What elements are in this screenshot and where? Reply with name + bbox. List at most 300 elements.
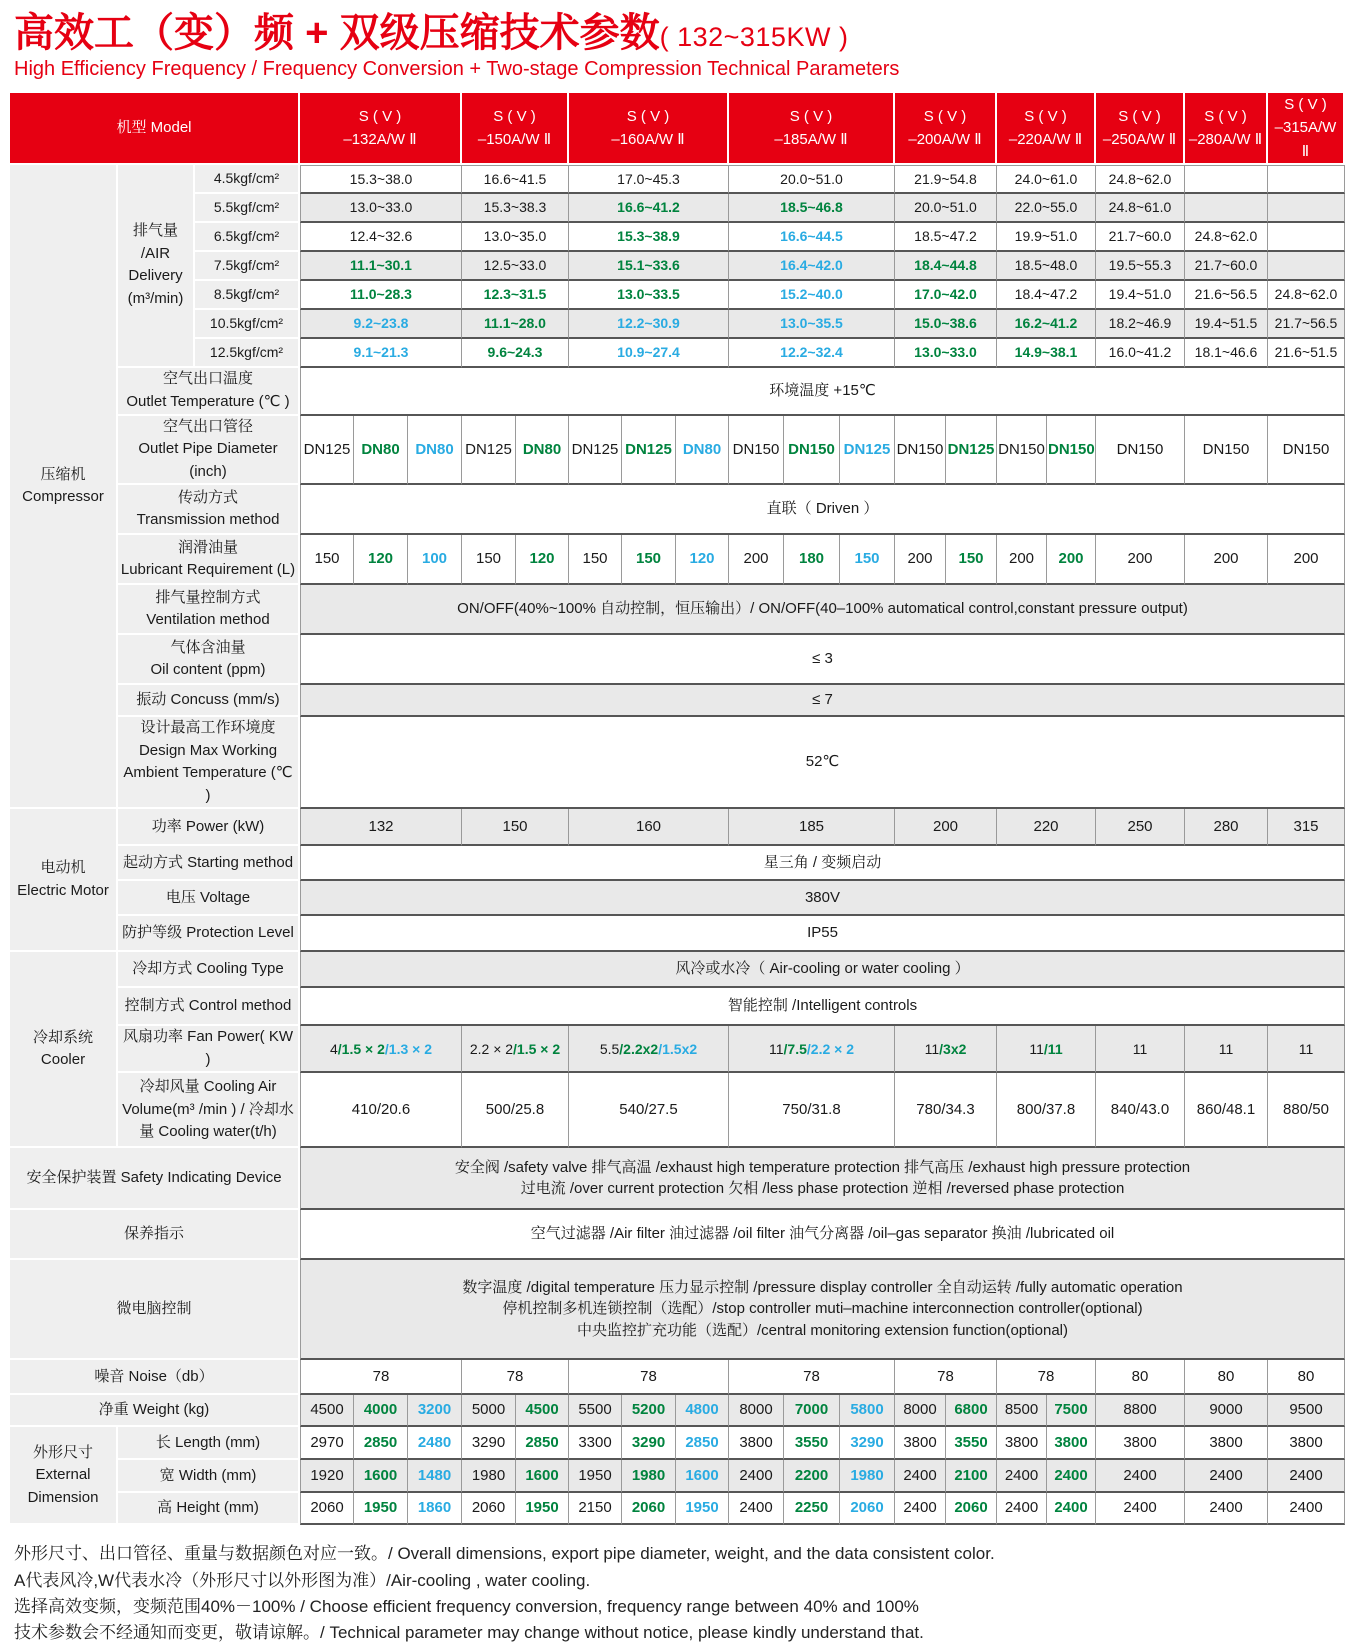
data-cell: 1950 [354,1493,408,1525]
data-cell [1268,223,1345,252]
data-cell [1185,194,1268,223]
microcomputer-row [10,1260,1345,1360]
control-method-value: 智能控制 /Intelligent controls [300,988,1345,1026]
data-cell: 78 [997,1360,1096,1395]
data-cell: 12.3~31.5 [462,281,569,310]
data-cell: 2400 [1047,1493,1096,1525]
data-cell: 150 [462,535,516,585]
safety-value: 安全阀 /safety valve 排气高温 /exhaust high temperature protection 排气高压 /exhaust high pressure protection 过电流 /over current protection 欠相 /less phase protection 逆相 /reversed phase protection [300,1148,1345,1210]
model-column-header: S ( V ) –150A/W Ⅱ [462,93,569,165]
data-cell: 315 [1268,809,1345,846]
data-cell: 2060 [300,1493,354,1525]
data-cell: 5500 [569,1395,622,1427]
data-cell: 15.3~38.0 [300,165,462,194]
width-label: 宽 Width (mm) [118,1460,300,1493]
data-cell: 120 [676,535,729,585]
data-cell: 18.4~47.2 [997,281,1096,310]
data-cell: 2400 [1268,1460,1345,1493]
data-cell: 20.0~51.0 [729,165,895,194]
data-cell: 3200 [408,1395,462,1427]
air-delivery-label: 排气量 /AIR Delivery (m³/min) [118,165,195,368]
data-cell: 3800 [895,1427,946,1460]
oil-content-value: ≤ 3 [300,635,1345,685]
pressure-label: 5.5kgf/cm² [195,194,300,223]
data-cell: 250 [1096,809,1185,846]
data-cell [895,1026,997,1073]
safety-label: 安全保护装置 Safety Indicating Device [10,1148,300,1210]
data-cell: 800/37.8 [997,1073,1096,1148]
data-cell: 8000 [729,1395,784,1427]
data-cell: DN125 [300,416,354,486]
data-cell: 1600 [354,1460,408,1493]
fan-power-segment: 11 [1298,1040,1314,1057]
model-column-header: S ( V ) –280A/W Ⅱ [1185,93,1268,165]
data-cell: 1980 [462,1460,516,1493]
data-cell: 1860 [408,1493,462,1525]
data-cell: 12.4~32.6 [300,223,462,252]
maintenance-row [10,1210,1345,1260]
length-label: 长 Length (mm) [118,1427,300,1460]
design-max-label: 设计最高工作环境度 Design Max Working Ambient Temperature (℃ ) [118,717,300,809]
model-column-header: S ( V ) –220A/W Ⅱ [997,93,1096,165]
air-delivery-row [10,281,1345,310]
starting-method-value: 星三角 / 变频启动 [300,846,1345,881]
fan-power-segment: 4 [330,1040,338,1057]
data-cell: 220 [997,809,1096,846]
data-cell: DN150 [729,416,784,486]
data-cell: 2400 [1096,1460,1185,1493]
fan-power-segment: /2.2x2 [619,1040,659,1057]
control-method-label: 控制方式 Control method [118,988,300,1026]
data-cell: 24.8~62.0 [1268,281,1345,310]
air-delivery-row [10,310,1345,339]
data-cell [1096,1026,1185,1073]
data-cell: DN150 [1047,416,1096,486]
data-cell: DN125 [946,416,997,486]
data-cell: 185 [729,809,895,846]
data-cell: 24.8~61.0 [1096,194,1185,223]
ventilation-row [10,585,1345,635]
safety-row [10,1148,1345,1210]
data-cell: 150 [462,809,569,846]
model-column-header: S ( V ) –160A/W Ⅱ [569,93,729,165]
footnote: 外形尺寸、出口管径、重量与数据颜色对应一致。/ Overall dimensions, export pipe diameter, weight, and the data consistent color. [14,1544,995,1564]
data-cell: 150 [622,535,676,585]
data-cell: 750/31.8 [729,1073,895,1148]
data-cell: 3800 [1047,1427,1096,1460]
data-cell [997,1026,1096,1073]
cooling-type-value: 风冷或水冷（ Air-cooling or water cooling ） [300,952,1345,988]
data-cell: 1600 [676,1460,729,1493]
category-external-dimension: 外形尺寸 External Dimension [10,1427,118,1525]
data-cell: 150 [840,535,895,585]
data-cell: 6800 [946,1395,997,1427]
voltage-row [10,881,1345,916]
data-cell: 3800 [1185,1427,1268,1460]
model-column-header: S ( V ) –315A/W Ⅱ [1268,93,1345,165]
data-cell: 21.7~56.5 [1268,310,1345,339]
data-cell [1185,165,1268,194]
concuss-label: 振动 Concuss (mm/s) [118,685,300,717]
model-column-header: S ( V ) –132A/W Ⅱ [300,93,462,165]
fan-power-segment: /11 [1043,1040,1063,1057]
data-cell: 17.0~45.3 [569,165,729,194]
weight-label: 净重 Weight (kg) [10,1395,300,1427]
data-cell: 840/43.0 [1096,1073,1185,1148]
data-cell: 200 [997,535,1047,585]
data-cell: 11.1~30.1 [300,252,462,281]
data-cell: 2400 [895,1460,946,1493]
data-cell: 500/25.8 [462,1073,569,1148]
data-cell: 180 [784,535,840,585]
height-label: 高 Height (mm) [118,1493,300,1525]
data-cell: 2400 [729,1493,784,1525]
data-cell: DN125 [622,416,676,486]
data-cell: 3800 [729,1427,784,1460]
lubricant-label: 润滑油量 Lubricant Requirement (L) [118,535,300,585]
data-cell: 15.0~38.6 [895,310,997,339]
data-cell: 18.5~46.8 [729,194,895,223]
data-cell: 5000 [462,1395,516,1427]
data-cell: 17.0~42.0 [895,281,997,310]
power-label: 功率 Power (kW) [118,809,300,846]
data-cell: 22.0~55.0 [997,194,1096,223]
protection-value: IP55 [300,916,1345,952]
transmission-value: 直联（ Driven ） [300,485,1345,535]
data-cell: 2480 [408,1427,462,1460]
data-cell: 13.0~33.5 [569,281,729,310]
fan-power-segment: 11 [1132,1040,1148,1057]
data-cell: 18.2~46.9 [1096,310,1185,339]
data-cell: 7500 [1047,1395,1096,1427]
data-cell [569,1026,729,1073]
data-cell: 21.7~60.0 [1185,252,1268,281]
noise-row [10,1360,1345,1395]
data-cell: 2400 [1268,1493,1345,1525]
data-cell: DN125 [462,416,516,486]
data-cell: 16.4~42.0 [729,252,895,281]
data-cell: 24.0~61.0 [997,165,1096,194]
data-cell: 16.6~41.2 [569,194,729,223]
data-cell: 2150 [569,1493,622,1525]
concuss-row [10,685,1345,717]
data-cell: 2060 [840,1493,895,1525]
data-cell: 78 [729,1360,895,1395]
data-cell: 3290 [462,1427,516,1460]
data-cell: DN150 [1185,416,1268,486]
footnote: A代表风冷,W代表水冷（外形尺寸以外形图为准）/Air-cooling , water cooling. [14,1570,591,1590]
data-cell: 2400 [1096,1493,1185,1525]
data-cell: 160 [569,809,729,846]
data-cell: 1920 [300,1460,354,1493]
data-cell: 150 [569,535,622,585]
data-cell: 2100 [946,1460,997,1493]
data-cell: 8800 [1096,1395,1185,1427]
data-cell: 9000 [1185,1395,1268,1427]
data-cell: DN125 [840,416,895,486]
fan-power-segment: 11 [769,1040,784,1057]
data-cell: 13.0~35.0 [462,223,569,252]
data-cell: DN80 [676,416,729,486]
data-cell: 3800 [997,1427,1047,1460]
data-cell: 2400 [997,1460,1047,1493]
data-cell: 1480 [408,1460,462,1493]
data-cell: 13.0~35.5 [729,310,895,339]
data-cell: 19.4~51.0 [1096,281,1185,310]
data-cell: 2060 [622,1493,676,1525]
data-cell: 11.0~28.3 [300,281,462,310]
data-cell [1268,1026,1345,1073]
data-cell: 16.2~41.2 [997,310,1096,339]
fan-power-segment: /2.2 × 2 [806,1040,854,1057]
data-cell: 200 [895,809,997,846]
fan-power-segment: 11 [924,1040,940,1057]
data-cell [300,1026,462,1073]
data-cell: 1600 [516,1460,569,1493]
length-row [10,1427,1345,1460]
data-cell: 1950 [569,1460,622,1493]
model-header-cell: 机型 Model [10,93,300,165]
data-cell: 120 [354,535,408,585]
concuss-value: ≤ 7 [300,685,1345,717]
fan-power-segment: 2.2 × 2 [469,1040,514,1057]
protection-row [10,916,1345,952]
footnote: 选择高效变频，变频范围40%－100% / Choose efficient frequency conversion, frequency range between 40% and 100% [14,1596,919,1616]
data-cell: 19.4~51.5 [1185,310,1268,339]
data-cell: 5800 [840,1395,895,1427]
data-cell [462,1026,569,1073]
data-cell: 13.0~33.0 [300,194,462,223]
fan-power-segment: 11 [1029,1040,1044,1057]
data-cell: 8500 [997,1395,1047,1427]
data-cell: 132 [300,809,462,846]
starting-method-label: 起动方式 Starting method [118,846,300,881]
fan-power-segment: 5.5 [599,1040,620,1057]
data-cell: 280 [1185,809,1268,846]
data-cell: 21.7~60.0 [1096,223,1185,252]
data-cell: 14.9~38.1 [997,339,1096,368]
data-cell: 24.8~62.0 [1096,165,1185,194]
data-cell: 880/50 [1268,1073,1345,1148]
data-cell: 4800 [676,1395,729,1427]
data-cell: 3290 [840,1427,895,1460]
ventilation-label: 排气量控制方式 Ventilation method [118,585,300,635]
category-cooler: 冷却系统 Cooler [10,952,118,1148]
data-cell: 18.4~44.8 [895,252,997,281]
data-cell: 2850 [676,1427,729,1460]
data-cell: 3300 [569,1427,622,1460]
pressure-label: 6.5kgf/cm² [195,223,300,252]
data-cell [1268,194,1345,223]
fan-power-row [10,1026,1345,1073]
pressure-label: 10.5kgf/cm² [195,310,300,339]
fan-power-segment: /3x2 [939,1040,967,1057]
page-header [0,0,1353,81]
data-cell: 24.8~62.0 [1185,223,1268,252]
data-cell: 2400 [1185,1460,1268,1493]
fan-power-segment: 11 [1218,1040,1234,1057]
oil-content-row [10,635,1345,685]
data-cell: 16.0~41.2 [1096,339,1185,368]
ventilation-value: ON/OFF(40%~100% 自动控制，恒压输出）/ ON/OFF(40–100% automatical control,constant pressure output) [300,585,1345,635]
data-cell: 78 [300,1360,462,1395]
data-cell: 200 [1047,535,1096,585]
data-cell [1268,165,1345,194]
data-cell: 18.5~48.0 [997,252,1096,281]
table-header-row [10,93,1345,165]
data-cell: 2060 [462,1493,516,1525]
data-cell: 2400 [895,1493,946,1525]
data-cell: DN125 [569,416,622,486]
data-cell: 80 [1185,1360,1268,1395]
data-cell: 200 [729,535,784,585]
data-cell [1185,1026,1268,1073]
data-cell: 7000 [784,1395,840,1427]
data-cell: 200 [1096,535,1185,585]
air-delivery-row [10,165,1345,194]
cooling-type-row [10,952,1345,988]
data-cell: 3550 [784,1427,840,1460]
data-cell: 12.5~33.0 [462,252,569,281]
microcomputer-value: 数字温度 /digital temperature 压力显示控制 /pressure display controller 全自动运转 /fully automatic operation 停机控制多机连锁控制（选配）/stop controller muti–machine interconnection controller(optional) 中央监控扩充功能（选配）/central monitoring extension function(optional) [300,1260,1345,1360]
pressure-label: 8.5kgf/cm² [195,281,300,310]
data-cell: 3290 [622,1427,676,1460]
page-subtitle: High Efficiency Frequency / Frequency Conversion + Two-stage Compression Technical Parameters [14,58,900,80]
maintenance-value: 空气过滤器 /Air filter 油过滤器 /oil filter 油气分离器 /oil–gas separator 换油 /lubricated oil [300,1210,1345,1260]
category-compressor: 压缩机 Compressor [10,165,118,810]
footnote: 技术参数会不经通知而变更，敬请谅解。/ Technical parameter may change without notice, please kindly understand that. [14,1623,924,1643]
data-cell: 20.0~51.0 [895,194,997,223]
fan-power-segment: /1.5 × 2 [337,1040,385,1057]
data-cell: 2200 [784,1460,840,1493]
page-title-cn: 高效工（变）频 + 双级压缩技术参数 [14,11,660,55]
model-column-header: S ( V ) –250A/W Ⅱ [1096,93,1185,165]
data-cell: DN150 [997,416,1047,486]
fan-power-segment: /1.3 × 2 [384,1040,432,1057]
data-cell: 78 [895,1360,997,1395]
pressure-label: 7.5kgf/cm² [195,252,300,281]
control-method-row [10,988,1345,1026]
pressure-label: 4.5kgf/cm² [195,165,300,194]
fan-power-segment: /1.5x2 [658,1040,698,1057]
data-cell: 13.0~33.0 [895,339,997,368]
parameters-table [10,93,1345,1525]
pressure-label: 12.5kgf/cm² [195,339,300,368]
data-cell: 150 [300,535,354,585]
data-cell: DN80 [354,416,408,486]
cooling-air-row [10,1073,1345,1148]
data-cell: 18.5~47.2 [895,223,997,252]
air-delivery-row [10,223,1345,252]
air-delivery-row [10,252,1345,281]
category-electric-motor: 电动机 Electric Motor [10,809,118,952]
design-max-value: 52℃ [300,717,1345,809]
cooling-type-label: 冷却方式 Cooling Type [118,952,300,988]
model-column-header: S ( V ) –200A/W Ⅱ [895,93,997,165]
data-cell: 2850 [354,1427,408,1460]
data-cell: 1980 [840,1460,895,1493]
page-title-kw-range: ( 132~315KW ) [659,22,849,52]
maintenance-label: 保养指示 [10,1210,300,1260]
data-cell: 120 [516,535,569,585]
transmission-row [10,485,1345,535]
page-title [14,10,1353,56]
outlet-pipe-label: 空气出口管径 Outlet Pipe Diameter (inch) [118,416,300,486]
data-cell: DN80 [516,416,569,486]
data-cell: 4500 [516,1395,569,1427]
data-cell: DN150 [895,416,946,486]
data-cell: 21.9~54.8 [895,165,997,194]
data-cell [1268,252,1345,281]
protection-label: 防护等级 Protection Level [118,916,300,952]
model-column-header: S ( V ) –185A/W Ⅱ [729,93,895,165]
air-delivery-row [10,194,1345,223]
data-cell: 21.6~56.5 [1185,281,1268,310]
data-cell: 15.2~40.0 [729,281,895,310]
data-cell: 8000 [895,1395,946,1427]
data-cell: 540/27.5 [569,1073,729,1148]
voltage-value: 380V [300,881,1345,916]
fan-power-segment: /7.5 [783,1040,807,1057]
data-cell: 200 [1268,535,1345,585]
outlet-temp-row [10,368,1345,416]
data-cell: 150 [946,535,997,585]
data-cell: 15.1~33.6 [569,252,729,281]
footnotes [14,1541,1353,1646]
data-cell: 3550 [946,1427,997,1460]
data-cell: DN150 [1268,416,1345,486]
cooling-air-label: 冷却风量 Cooling Air Volume(m³ /min ) / 冷却水 量 Cooling water(t/h) [118,1073,300,1148]
data-cell: 2400 [997,1493,1047,1525]
data-cell: 9.6~24.3 [462,339,569,368]
data-cell: 16.6~41.5 [462,165,569,194]
data-cell: 2400 [1185,1493,1268,1525]
data-cell: 2850 [516,1427,569,1460]
data-cell: 2250 [784,1493,840,1525]
data-cell: 12.2~30.9 [569,310,729,339]
data-cell: 200 [895,535,946,585]
noise-label: 噪音 Noise（db） [10,1360,300,1395]
air-delivery-row [10,339,1345,368]
data-cell: 10.9~27.4 [569,339,729,368]
data-cell: 9.1~21.3 [300,339,462,368]
outlet-pipe-row [10,416,1345,486]
data-cell: 16.6~44.5 [729,223,895,252]
fan-power-label: 风扇功率 Fan Power( KW ) [118,1026,300,1073]
data-cell: 2970 [300,1427,354,1460]
data-cell: 780/34.3 [895,1073,997,1148]
data-cell: 80 [1268,1360,1345,1395]
data-cell [729,1026,895,1073]
data-cell: 15.3~38.3 [462,194,569,223]
data-cell: 3800 [1096,1427,1185,1460]
data-cell: 1950 [516,1493,569,1525]
data-cell: 1980 [622,1460,676,1493]
data-cell: 9500 [1268,1395,1345,1427]
data-cell: 21.6~51.5 [1268,339,1345,368]
data-cell: 4000 [354,1395,408,1427]
data-cell: 200 [1185,535,1268,585]
design-max-row [10,717,1345,809]
width-row [10,1460,1345,1493]
power-row [10,809,1345,846]
data-cell: 15.3~38.9 [569,223,729,252]
data-cell: 2400 [729,1460,784,1493]
outlet-temp-value: 环境温度 +15℃ [300,368,1345,416]
data-cell: 18.1~46.6 [1185,339,1268,368]
lubricant-row [10,535,1345,585]
data-cell: 19.5~55.3 [1096,252,1185,281]
